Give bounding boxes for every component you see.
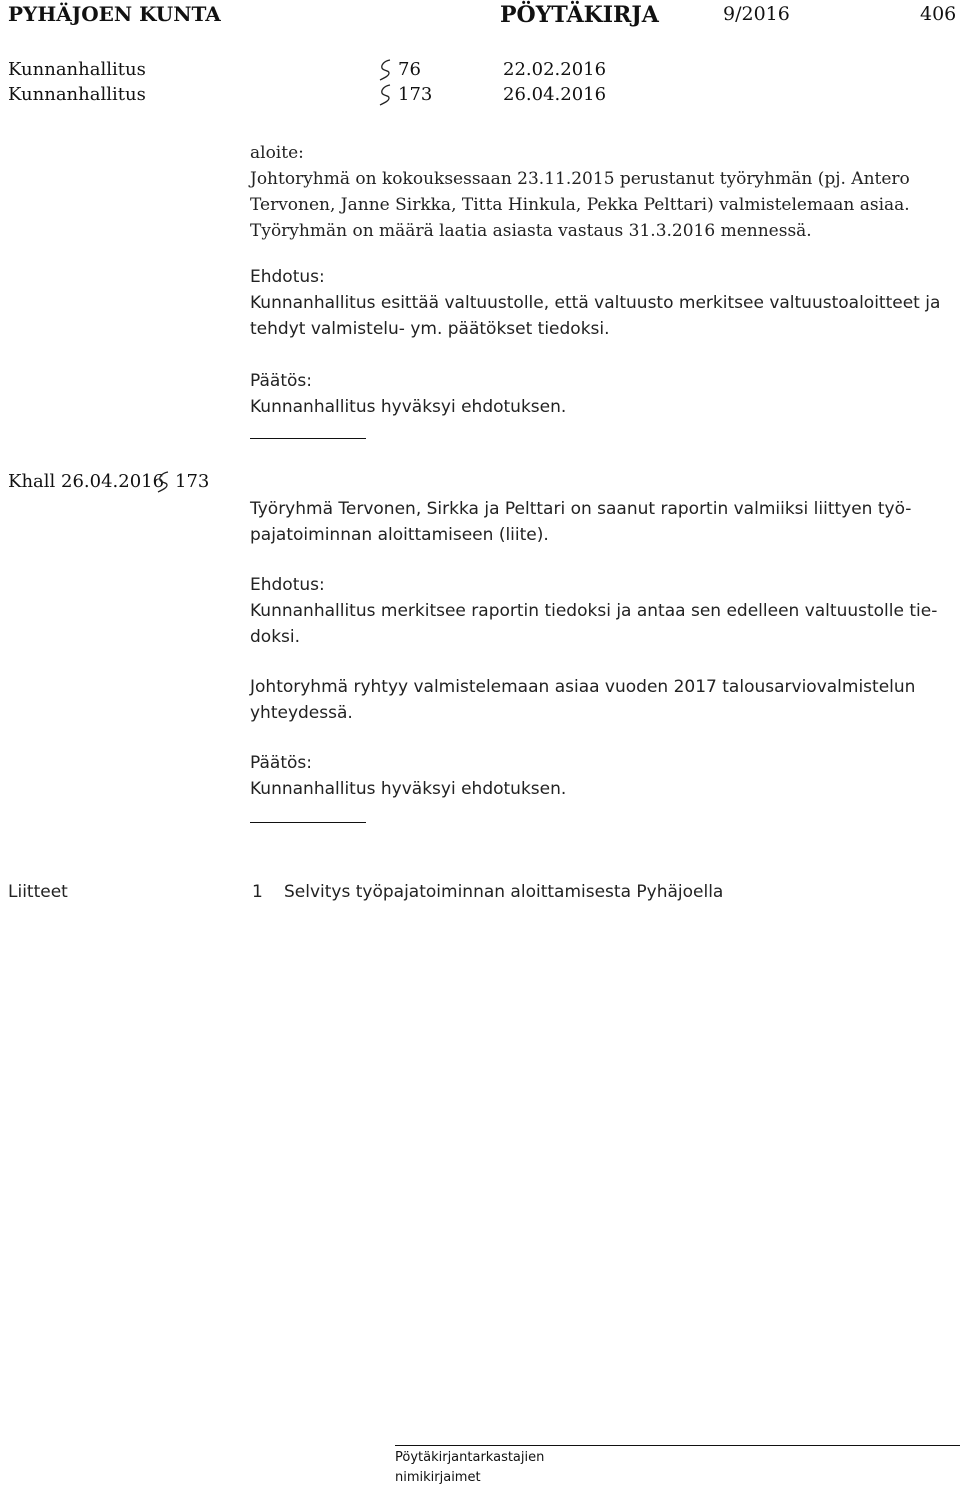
ehdotus-line-1: Kunnanhallitus esittää valtuustolle, että valtuusto merkitsee valtuustoaloitteet ja bbox=[250, 293, 941, 313]
ehdotus-line-2: doksi. bbox=[250, 627, 301, 647]
meta-date-2: 26.04.2016 bbox=[503, 84, 607, 105]
paatos-text: Kunnanhallitus hyväksyi ehdotuksen. bbox=[250, 397, 567, 417]
ehdotus-block-1 bbox=[250, 264, 950, 342]
johtoryhma-line-2: yhteydessä. bbox=[250, 703, 353, 723]
tyoryhma-line-2: pajatoiminnan aloittamiseen (liite). bbox=[250, 525, 549, 545]
section-divider bbox=[250, 822, 366, 823]
document-type: PÖYTÄKIRJA bbox=[500, 2, 659, 28]
footer-label bbox=[395, 1448, 544, 1488]
paatos-text: Kunnanhallitus hyväksyi ehdotuksen. bbox=[250, 779, 567, 799]
paatos-block-1 bbox=[250, 368, 950, 420]
section-sign-icon bbox=[156, 471, 172, 493]
tyoryhma-block bbox=[250, 496, 950, 548]
aloite-label: aloite: bbox=[250, 143, 304, 163]
section-sign-icon bbox=[378, 59, 394, 81]
ehdotus-block-2 bbox=[250, 572, 950, 650]
khall-label: Khall 26.04.2016 bbox=[8, 471, 165, 492]
aloite-line-1: Johtoryhmä on kokouksessaan 23.11.2015 perustanut työryhmän (pj. Antero bbox=[250, 169, 910, 189]
aloite-line-2: Tervonen, Janne Sirkka, Titta Hinkula, Pekka Pelttari) valmistelemaan asiaa. bbox=[250, 195, 910, 215]
tyoryhma-line-1: Työryhmä Tervonen, Sirkka ja Pelttari on saanut raportin valmiiksi liittyen työ- bbox=[250, 499, 912, 519]
attachment-number: 1 bbox=[252, 882, 263, 902]
ehdotus-label: Ehdotus: bbox=[250, 267, 325, 287]
issue-number: 9/2016 bbox=[723, 3, 790, 25]
meta-date-1: 22.02.2016 bbox=[503, 59, 607, 80]
attachment-title: Selvitys työpajatoiminnan aloittamisesta Pyhäjoella bbox=[284, 882, 724, 902]
footer-divider bbox=[395, 1445, 960, 1446]
johtoryhma-block bbox=[250, 674, 950, 726]
page-number: 406 bbox=[920, 3, 957, 25]
khall-section: 173 bbox=[175, 471, 210, 492]
footer-line-2: nimikirjaimet bbox=[395, 1470, 481, 1485]
aloite-line-3: Työryhmän on määrä laatia asiasta vastaus 31.3.2016 mennessä. bbox=[250, 221, 812, 241]
meta-body-1: Kunnanhallitus bbox=[8, 59, 146, 80]
aloite-block bbox=[250, 140, 950, 244]
municipality-name: PYHÄJOEN KUNTA bbox=[8, 2, 221, 26]
section-divider bbox=[250, 438, 366, 439]
paatos-label: Päätös: bbox=[250, 371, 312, 391]
ehdotus-label: Ehdotus: bbox=[250, 575, 325, 595]
footer-line-1: Pöytäkirjantarkastajien bbox=[395, 1450, 545, 1465]
paatos-label: Päätös: bbox=[250, 753, 312, 773]
ehdotus-line-2: tehdyt valmistelu- ym. päätökset tiedoksi. bbox=[250, 319, 610, 339]
liitteet-label: Liitteet bbox=[8, 882, 68, 902]
meta-section-1: 76 bbox=[398, 59, 421, 80]
johtoryhma-line-1: Johtoryhmä ryhtyy valmistelemaan asiaa vuoden 2017 talousarviovalmistelun bbox=[250, 677, 916, 697]
section-sign-icon bbox=[378, 84, 394, 106]
ehdotus-line-1: Kunnanhallitus merkitsee raportin tiedoksi ja antaa sen edelleen valtuustolle tie- bbox=[250, 601, 938, 621]
meta-section-2: 173 bbox=[398, 84, 433, 105]
paatos-block-2 bbox=[250, 750, 950, 802]
meta-body-2: Kunnanhallitus bbox=[8, 84, 146, 105]
